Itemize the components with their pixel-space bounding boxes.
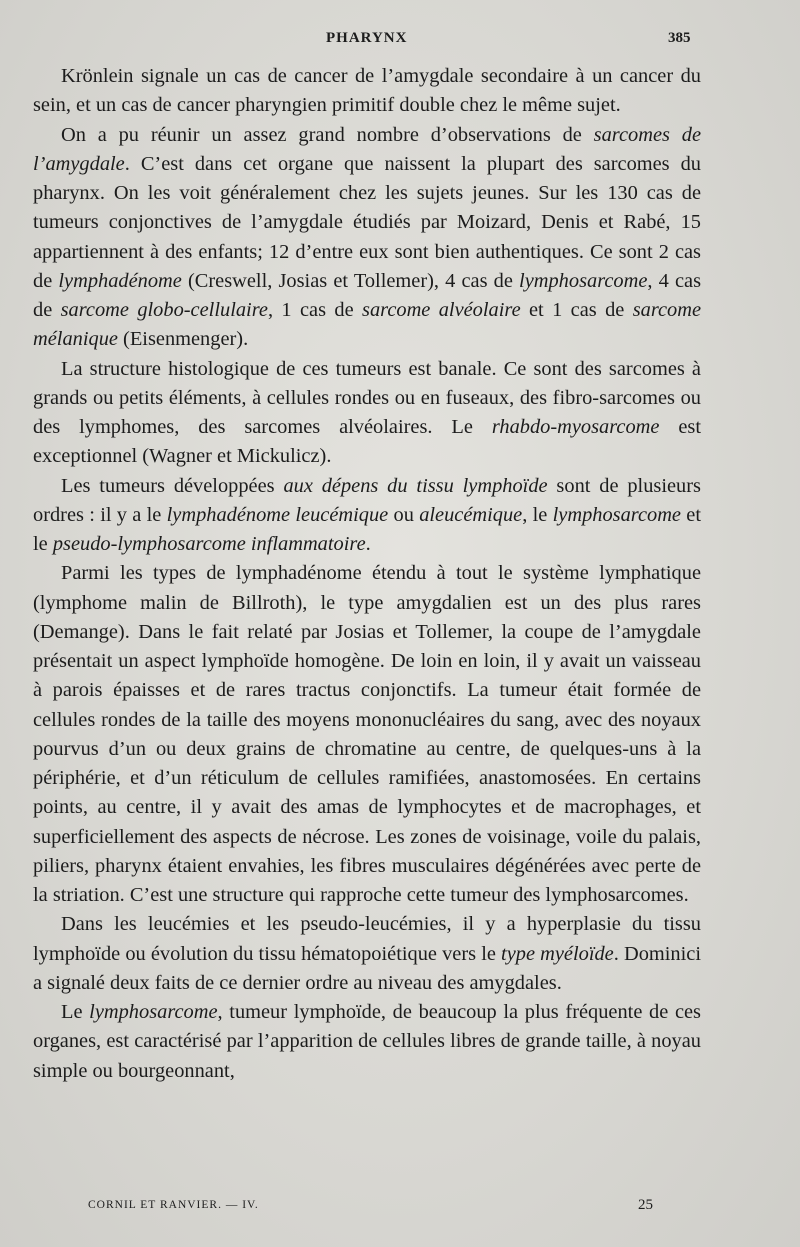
text-run: sont de plusieurs ordres : il y a le: [33, 474, 701, 526]
italic-term: sarcome globo-cellulaire: [60, 299, 268, 321]
text-run: et 1 cas de: [520, 299, 633, 321]
text-run: Les tumeurs développées: [61, 474, 284, 497]
italic-term: lymphosarcome: [552, 503, 681, 526]
paragraph: [33, 355, 701, 472]
paragraph: [33, 62, 701, 121]
text-run: ou: [388, 503, 420, 526]
italic-term: rhabdo-myosarcome: [491, 416, 660, 438]
italic-term: lymphadénome leucémique: [166, 503, 389, 526]
italic-term: sarcomes de l’amygdale: [33, 123, 702, 175]
text-run: et le: [33, 503, 701, 555]
paragraph: [33, 472, 701, 560]
italic-term: lymphosarcome: [519, 269, 648, 292]
footer-signature: CORNIL ET RANVIER. — IV.: [88, 1199, 259, 1211]
italic-term: lymphosarcome: [89, 1001, 218, 1023]
text-run: . C’est dans cet organe que naissent la plupart des sarcomes du pharynx. On les voit généralement chez les sujets jeunes. Sur les 130 cas de tumeurs conjonctives de l’amygdale étudiés par Moizard, Denis et Rabé, 15 appartiennent à des enfants; 12 d’entre eux sont bien authentiques. Ce sont 2 cas de: [33, 152, 701, 292]
italic-term: lymphadénome: [58, 269, 182, 292]
page-footer: [0, 1199, 800, 1219]
text-run: (Creswell, Josias et Tollemer), 4 cas de: [181, 269, 520, 292]
text-run: , le: [522, 503, 553, 526]
text-run: . Dominici a signalé deux faits de ce dernier ordre au niveau des amygdales.: [33, 942, 702, 994]
text-run: , 4 cas de: [33, 269, 702, 321]
text-run: , 1 cas de: [267, 299, 363, 321]
paragraph: [33, 998, 701, 1086]
italic-term: pseudo-lymphosarcome inflammatoire: [52, 533, 366, 555]
italic-term: aux dépens du tissu lymphoïde: [283, 474, 548, 497]
text-run: Dans les leucémies et les pseudo-leucémies, il y a hyperplasie du tissu lymphoïde ou évolution du tissu hématopoiétique vers le: [33, 913, 701, 965]
text-run: Le: [61, 1001, 90, 1023]
paragraph: [33, 559, 701, 910]
text-run: (Eisenmenger).: [117, 328, 249, 351]
text-run: La structure histologique de ces tumeurs est banale. Ce sont des sarcomes à grands ou petits éléments, à cellules rondes ou en fuseaux, des fibro-sarcomes ou des lymphomes, des sarcomes alvéolaires. Le: [33, 357, 701, 438]
signature-number: 25: [638, 1197, 653, 1213]
text-run: .: [365, 533, 371, 555]
italic-term: sarcome mélanique: [33, 299, 702, 351]
paragraph: [33, 910, 701, 998]
paragraph: [33, 121, 701, 355]
text-run: Parmi les types de lymphadénome étendu à tout le système lymphatique (lymphome malin de Billroth), le type amygdalien est un des plus rares (Demange). Dans le fait relaté par Josias et Tollemer, la coupe de l’amygdale présentait un aspect lymphoïde homogène. De loin en loin, il y avait un vaisseau à parois épaisses et de rares tractus conjonctifs. La tumeur était formée de cellules rondes de la taille des moyens mononucléaires du sang, avec des noyaux pourvus d’un ou deux grains de chromatine au centre, de quelques-uns à la périphérie, et d’un réticulum de cellules ramifiées, anastomosées. En certains points, au centre, il y avait des amas de lymphocytes et de macrophages, et superficiellement des aspects de nécrose. Les zones de voisinage, voile du palais, piliers, pharynx étaient envahies, les fibres musculaires dégénérées avec perte de la striation. C’est une structure qui rapproche cette tumeur des lymphosarcomes.: [33, 562, 701, 906]
text-run: , tumeur lymphoïde, de beaucoup la plus fréquente de ces organes, est caractérisé par l’apparition de cellules libres de grande taille, à noyau simple ou bourgeonnant,: [33, 1001, 701, 1082]
body-text: [33, 62, 701, 1086]
text-run: Krönlein signale un cas de cancer de l’amygdale secondaire à un cancer du sein, et un cas de cancer pharyngien primitif double chez le même sujet.: [33, 65, 701, 117]
italic-term: aleucémique: [419, 503, 523, 526]
page-number: 385: [668, 30, 691, 46]
running-head-title: PHARYNX: [326, 30, 408, 46]
italic-term: type myéloïde: [501, 942, 614, 965]
text-run: On a pu réunir un assez grand nombre d’observations de: [61, 123, 594, 146]
italic-term: sarcome alvéolaire: [362, 299, 521, 321]
text-run: est exceptionnel (Wagner et Mickulicz).: [33, 416, 702, 468]
running-head: [0, 30, 800, 54]
